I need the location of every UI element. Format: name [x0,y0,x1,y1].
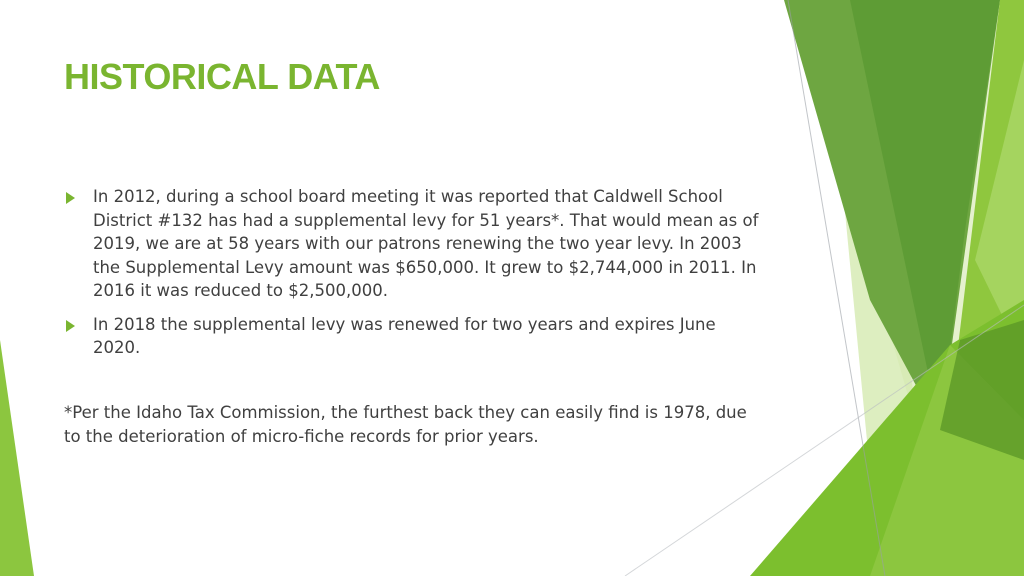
triangle-bullet-icon [66,192,75,204]
triangle-bullet-icon [66,320,75,332]
footnote: *Per the Idaho Tax Commission, the furthest back they can easily find is 1978, due to the deterioration of micro-fiche records for prior years. [64,403,747,446]
bullet-item [64,313,764,360]
slide-title: HISTORICAL DATA [64,56,380,97]
bullet-text: In 2018 the supplemental levy was renewed for two years and expires June 2020. [93,314,716,357]
left-edge-facet [0,340,34,576]
bullet-item [64,185,764,303]
bullet-text: In 2012, during a school board meeting it was reported that Caldwell School District #132 has had a supplemental levy for 51 years*. That would mean as of 2019, we are at 58 years with our patrons renewing the two year levy. In 2003 the Supplemental Levy amount was $650,000. It grew to $2,744,000 in 2011. In 2016 it was reduced to $2,500,000. [93,187,759,300]
bullet-list [64,185,764,370]
